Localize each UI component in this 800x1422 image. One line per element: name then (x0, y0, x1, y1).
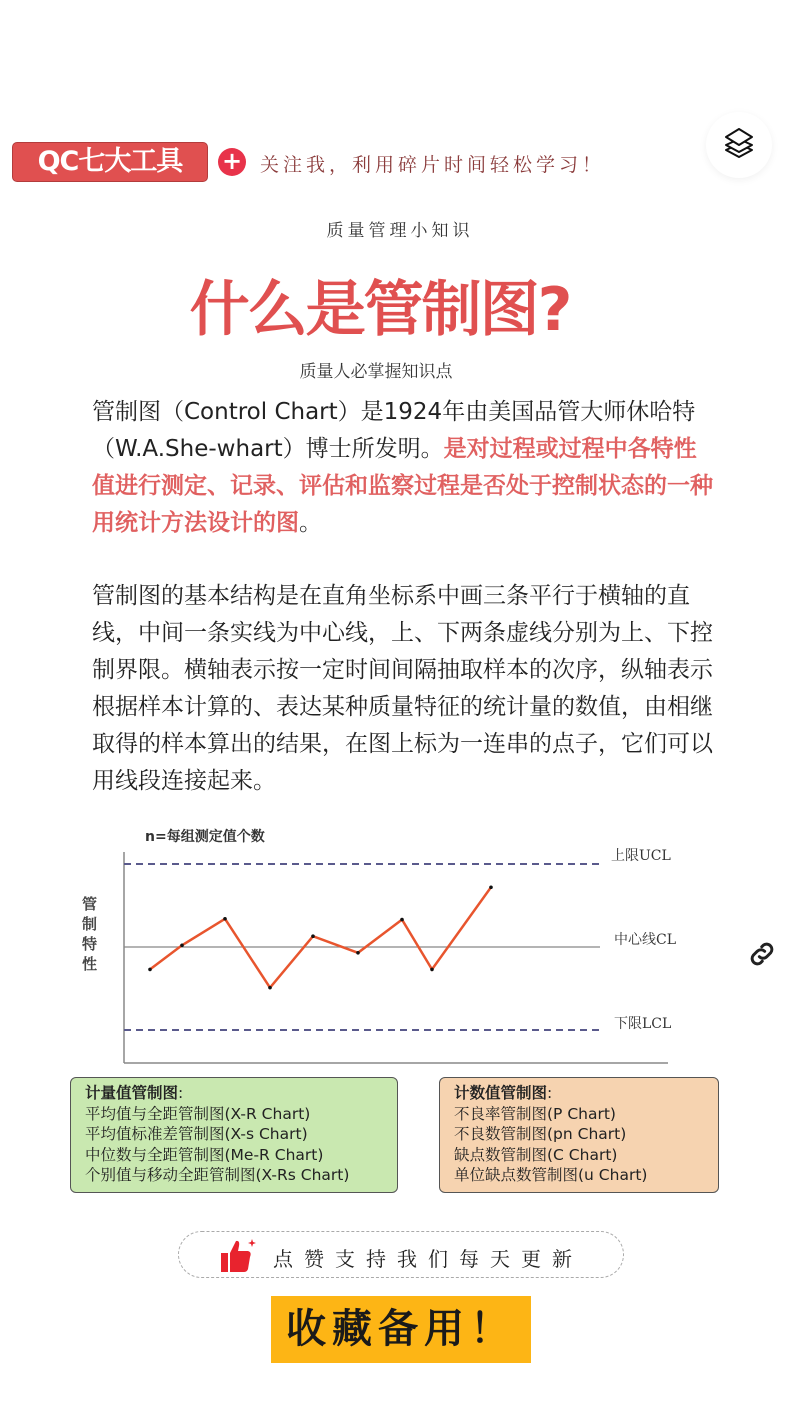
data-point (148, 968, 152, 972)
svg-text:特: 特 (82, 935, 98, 953)
data-point (400, 918, 404, 922)
layers-icon (724, 126, 754, 160)
chart-ylabel (82, 895, 97, 973)
colon: : (178, 1084, 184, 1102)
list-item: 平均值与全距管制图(X-R Chart) (85, 1104, 311, 1123)
variable-chart-box (70, 1077, 398, 1193)
list-item: 中位数与全距管制图(Me-R Chart) (85, 1145, 324, 1164)
layers-button[interactable] (706, 112, 772, 178)
ucl-label: 上限UCL (611, 848, 671, 864)
intro-end-punct: 。 (299, 510, 322, 536)
list-item: 单位缺点数管制图(u Chart) (454, 1166, 648, 1184)
data-point (180, 944, 184, 948)
link-icon (746, 938, 778, 970)
lcl-label: 下限LCL (614, 1016, 672, 1032)
svg-text:制: 制 (82, 915, 98, 933)
data-line (150, 887, 491, 988)
like-text: 点赞支持我们每天更新 (273, 1247, 583, 1271)
data-point (268, 986, 272, 990)
like-support-bar[interactable] (178, 1231, 624, 1278)
kicker-text: 质量管理小知识 (326, 221, 474, 241)
link-button[interactable] (746, 938, 778, 974)
chart-title: n=每组测定值个数 (145, 829, 265, 845)
list-item: 平均值标准差管制图(X-s Chart) (85, 1125, 308, 1143)
data-point (356, 951, 360, 955)
list-item: 不良率管制图(P Chart) (454, 1104, 616, 1123)
page-title: 什么是管制图? (189, 275, 571, 345)
data-point (430, 968, 434, 972)
data-point (489, 885, 493, 889)
attribute-box-title: 计数值管制图 (454, 1084, 548, 1102)
intro-highlight-text: 是对过程或过程中各特性值进行测定、记录、评估和监察过程是否处于控制状态的一种用统计方法设计的图 (92, 436, 713, 536)
list-item: 不良数管制图(pn Chart) (454, 1125, 627, 1143)
data-point (223, 917, 227, 921)
thumbs-up-icon (219, 1238, 259, 1274)
control-chart (70, 820, 730, 1075)
follow-plus-icon[interactable]: + (218, 148, 246, 176)
svg-text:管: 管 (82, 895, 98, 913)
intro-paragraph (92, 394, 714, 542)
cl-label: 中心线CL (614, 932, 677, 948)
follow-tagline: 关注我，利用碎片时间轻松学习！ (260, 154, 606, 176)
variable-box-title: 计量值管制图 (85, 1084, 179, 1102)
colon: : (547, 1084, 553, 1102)
subtitle: 质量人必掌握知识点 (299, 362, 453, 382)
intro-plain-text: 管制图（Control Chart）是1924年由美国品管大师休哈特（W.A.She-whart）博士所发明。 (92, 399, 696, 462)
attribute-box-title-row (454, 1083, 718, 1104)
data-point (311, 934, 315, 938)
list-item: 缺点数管制图(C Chart) (454, 1145, 618, 1164)
brand-badge: QC七大工具 (12, 142, 208, 182)
list-item: 个别值与移动全距管制图(X-Rs Chart) (85, 1166, 350, 1184)
save-banner: 收藏备用！ (271, 1296, 531, 1363)
attribute-chart-box (439, 1077, 719, 1193)
svg-text:性: 性 (82, 955, 98, 973)
structure-paragraph: 管制图的基本结构是在直角坐标系中画三条平行于横轴的直线，中间一条实线为中心线，上、下两条虚线分别为上、下控制界限。横轴表示按一定时间间隔抽取样本的次序，纵轴表示根据样本计算的、表达某种质量特征的统计量的数值，由相继取得的样本算出的结果，在图上标为一连串的点子，它们可以用线段连接起来。 (92, 583, 713, 794)
variable-box-title-row (85, 1083, 397, 1104)
